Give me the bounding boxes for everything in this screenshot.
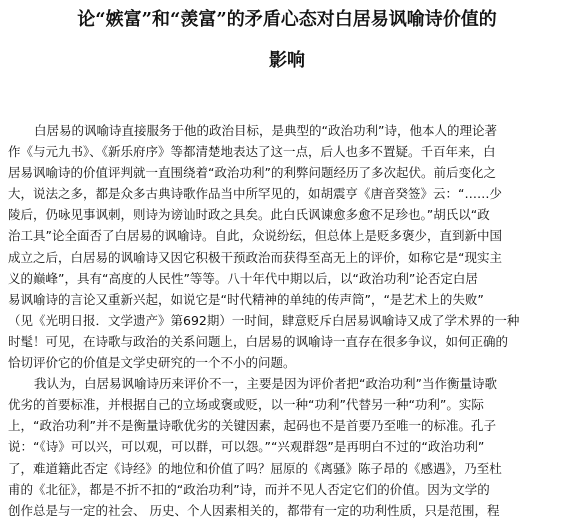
paragraph-1-line: 成立之后，白居易的讽喻诗又因它积极干预政治而获得至高无上的评价，如称它是“现实主 [8,249,502,265]
paragraph-2-line: 优劣的首要标准，并根据自己的立场或褒或贬，以一种“功利”代替另一种“功利”。实际 [8,397,484,413]
paragraph-1-line: 大，说法之多，都是众多古典诗歌作品当中所罕见的，如胡震亨《唐音癸签》云：“……少 [8,186,502,202]
paragraph-1-line: 恰切评价它的价值是文学史研究的一个不小的问题。 [8,355,296,371]
paragraph-1-line: 白居易的讽喻诗直接服务于他的政治目标，是典型的“政治功利”诗，他本人的理论著 [34,123,497,138]
paragraph-2-line: 创作总是与一定的社会、 历史、个人因素相关的，都带有一定的功利性质，只是范围，程 [8,502,500,518]
paragraph-1-line: 治工具”论全面否了白居易的讽喻诗。自此，众说纷纭，但总体上是贬多褒少，直到新中国 [8,228,502,244]
paragraph-2-line: 了，难道籍此否定《诗经》的地位和价值了吗？屈原的《离骚》陈子昂的《感遇》，乃至杜 [8,460,502,476]
paragraph-1-line: 易讽喻诗的言论又重新兴起，如说它是“时代精神的单纯的传声筒”，“是艺术上的失败” [8,291,484,307]
paragraph-1-line: 居易讽喻诗的价值评判就一直围绕着“政治功利”的利弊问题经历了多次起伏。前后变化之 [8,165,496,181]
paragraph-1-line: 作《与元九书》、《新乐府序》等都清楚地表达了这一点，后人也多不置疑。千百年来，白 [8,144,496,160]
article-body [8,120,572,521]
article-title-line-2: 影响 [269,50,305,71]
article-title-line-1: 论“嫉富”和“羡富”的矛盾心态对白居易讽喻诗价值的 [77,9,497,30]
paragraph-1-line: 陵后，仍咏见事讽刺，则诗为谤讪时政之具矣。此白氏讽谏愈多愈不足珍也。”胡氏以“政 [8,207,490,223]
paragraph-2-line: 我认为，白居易讽喻诗历来评价不一，主要是因为评价者把“政治功利”当作衡量诗歌 [34,376,497,392]
paragraph-2-line: 甫的《北征》，都是不折不扣的“政治功利”诗，而并不见人否定它们的价值。因为文学的 [8,481,490,497]
paragraph-1-line: （见《光明日报．文学遗产》第692期）一时间，肆意贬斥白居易讽喻诗又成了学术界的一种 [8,312,520,328]
paragraph-1-line: 义的巅峰”，具有“高度的人民性”等等。八十年代中期以后，以“政治功利”论否定白居 [8,270,478,286]
paragraph-1-line: 时髦！可见，在诗歌与政治的关系问题上，白居易的讽喻诗一直存在很多争议，如何正确的 [8,333,509,349]
paragraph-2-line: 上，“政治功利”并不是衡量诗歌优劣的关键因素，起码也不是首要乃至唯一的标准。孔子 [8,418,496,434]
paragraph-2-line: 说：“《诗》可以兴，可以观，可以群，可以怨。”“兴观群怨”是再明白不过的“政治功利” [8,439,485,455]
